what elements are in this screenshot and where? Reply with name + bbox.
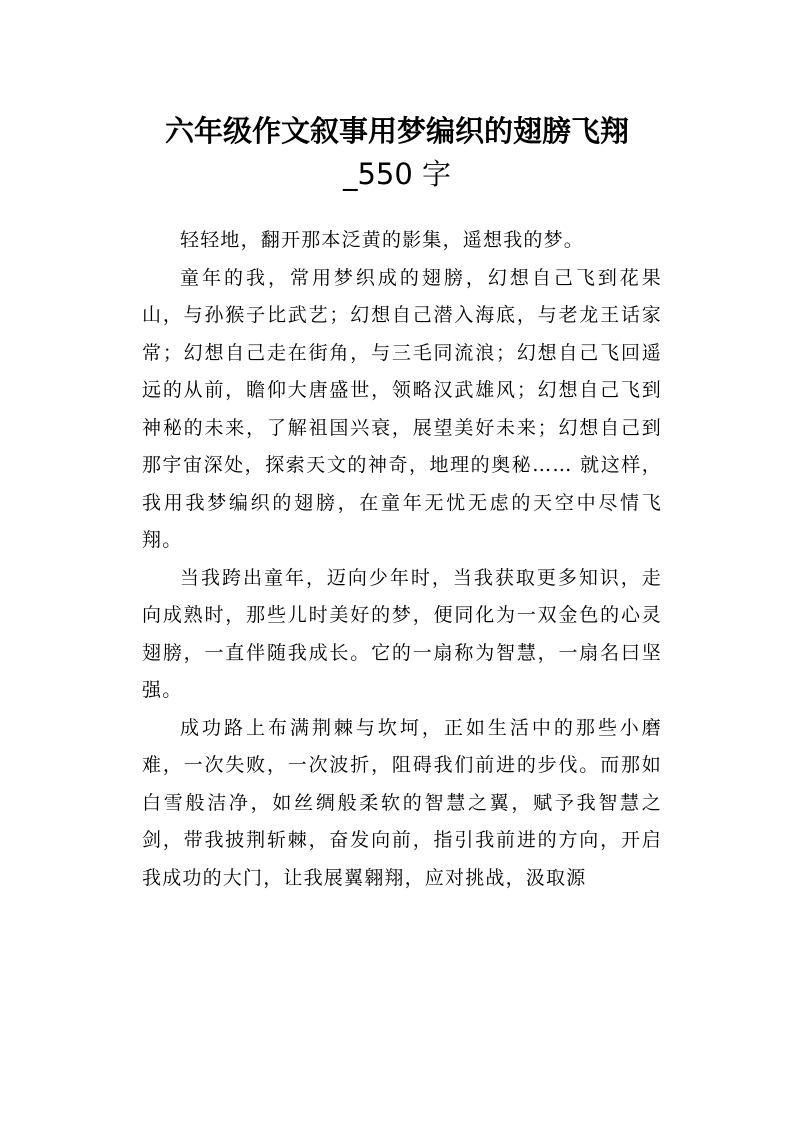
article-body — [142, 222, 662, 897]
paragraph-1: 轻轻地，翻开那本泛黄的影集，遥想我的梦。 — [180, 229, 585, 251]
page-title: 六年级作文叙事用梦编织的翅膀飞翔 — [164, 114, 629, 148]
page-subtitle-word-count: _550 字 — [342, 157, 452, 191]
paragraph-4: 成功路上布满荆棘与坎坷，正如生活中的那些小磨难，一次失败，一次波折，阻碍我们前进的步伐。而那如白雪般洁净，如丝绸般柔软的智慧之翼，赋予我智慧之剑，带我披荆斩棘，奋发向前，指引我前进的方向，开启我成功的大门，让我展翼翱翔，应对挑战，汲取源 — [142, 716, 662, 889]
paragraph-2: 童年的我，常用梦织成的翅膀，幻想自己飞到花果山，与孙猴子比武艺；幻想自己潜入海底，与老龙王话家常；幻想自己走在街角，与三毛同流浪；幻想自己飞回遥远的从前，瞻仰大唐盛世，领略汉武雄风；幻想自己飞到神秘的未来，了解祖国兴衰，展望美好未来；幻想自己到那宇宙深处，探索天文的神奇，地理的奥秘…… 就这样，我用我梦编织的翅膀，在童年无忧无虑的天空中尽情飞翔。 — [142, 266, 662, 551]
paragraph-3: 当我跨出童年，迈向少年时，当我获取更多知识，走向成熟时，那些儿时美好的梦，便同化为一双金色的心灵翅膀，一直伴随我成长。它的一扇称为智慧，一扇名曰坚强。 — [142, 566, 662, 701]
